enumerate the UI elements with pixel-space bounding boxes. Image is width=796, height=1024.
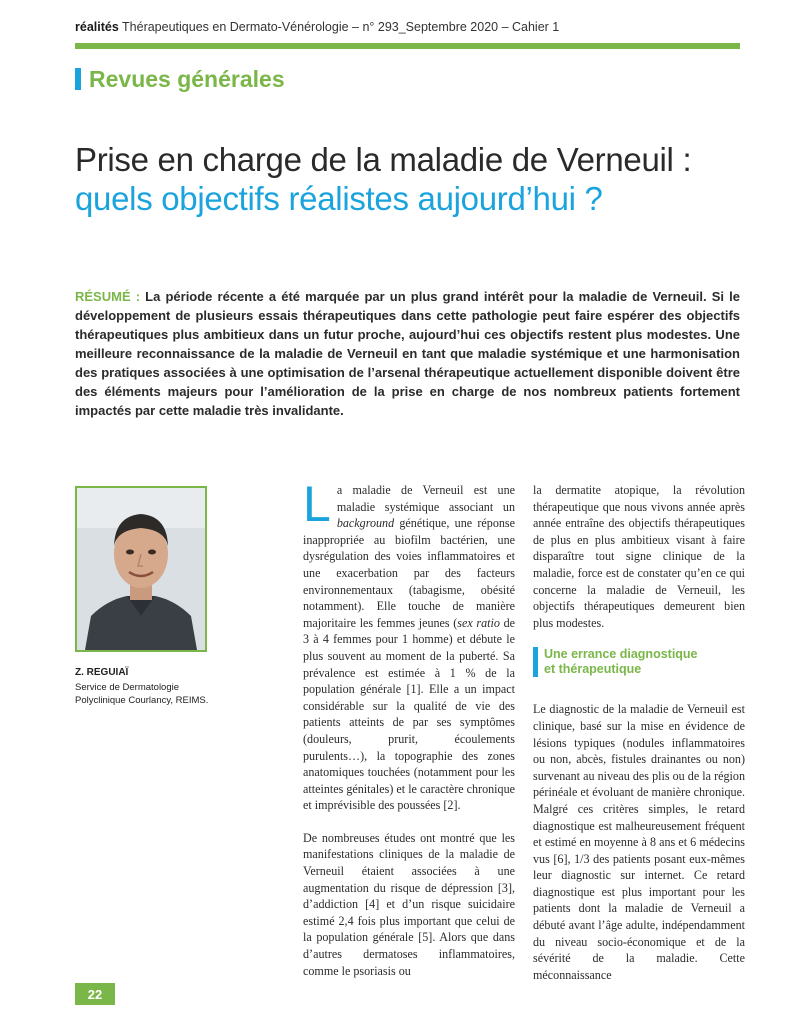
body-paragraph-3: la dermatite atopique, la révolution thérapeutique que nous vivons année après année entraîne des objectifs thérapeutiques de plus en plus ambitieux visant à faire disparaître tout signe clinique de la maladie, force est de constater qu’en ce qui concerne la maladie de Verneuil, les objectifs thérapeutiques demeurent bien plus modestes.: [533, 483, 745, 630]
subheading: [533, 647, 745, 677]
body-paragraph-1: [303, 476, 515, 814]
abstract-label: RÉSUMÉ :: [75, 289, 141, 304]
body-paragraph-4: Le diagnostic de la maladie de Verneuil est clinique, basé sur la mise en évidence de lésions typiques (nodules inflammatoires ou non, abcès, fistules drainantes ou non) survenant au niveau des plis ou de la région périnéale et évoluant de manière chronique. Malgré ces critères simples, le retard diagnostique est malheureusement fréquent et estimé en moyenne à 8 ans et 6 médecins vus [6], 1/3 des patients posant eux-mêmes leur diagnostic sur internet. Ce retard diagnostique est plus important pour les patients dont la maladie de Verneuil a débuté avant l’âge adulte, indépendamment du niveau socio-économique et de la sévérité de la maladie. Cette méconnaissance: [533, 702, 745, 982]
page-number: 22: [75, 983, 115, 1005]
subheading-line2: et thérapeutique: [544, 662, 642, 677]
article-title: [75, 140, 755, 218]
section-title: Revues générales: [89, 65, 285, 92]
author-photo: [75, 486, 207, 652]
article-title-line2: quels objectifs réalistes aujourd’hui ?: [75, 180, 603, 217]
portrait-image: [77, 488, 205, 650]
section-marker: [75, 68, 81, 90]
paragraph-italic: sex ratio: [457, 615, 500, 630]
author-affiliation-2: Polyclinique Courlancy, REIMS.: [75, 695, 209, 706]
running-header: [75, 20, 559, 34]
header-rule: [75, 43, 740, 49]
article-title-line1: Prise en charge de la maladie de Verneuil :: [75, 141, 692, 178]
body-column-2: [533, 482, 745, 999]
body-column-1: [303, 476, 515, 995]
paragraph-text: génétique, une réponse inappropriée au biofilm bactérien, une dysrégulation des voies inflammatoires et une exacerbation par des facteurs environnementaux (tabagisme, obésité notamment). Elle touche de manière majoritaire les femmes jeunes (: [303, 516, 515, 630]
author-block: [75, 666, 245, 707]
journal-issue: Thérapeutiques en Dermato-Vénérologie – n° 293_Septembre 2020 – Cahier 1: [118, 20, 560, 34]
subheading-line1: Une errance diagnostique: [544, 647, 698, 662]
paragraph-italic: background: [336, 516, 395, 531]
paragraph-text: de 3 à 4 femmes pour 1 homme) et débute le plus souvent au moment de la puberté. Sa prévalence est estimée à 1 % de la population générale [1]. Elle a un impact considérable sur la qualité de vie des patients atteints de par ses symptômes (douleurs, prurit, écoulements purulents…), la topographie des zones anatomiques touchées (notamment pour les atteintes génitales) et le caractère chronique et imprévisible des poussées [2].: [303, 615, 515, 813]
author-affiliation-1: Service de Dermatologie: [75, 682, 180, 693]
abstract: [75, 287, 740, 420]
journal-brand: réalités: [75, 20, 119, 34]
drop-cap: L: [303, 476, 331, 532]
subheading-marker: [533, 647, 538, 677]
abstract-text: La période récente a été marquée par un plus grand intérêt pour la maladie de Verneuil. Si le développement de plusieurs essais thérapeutiques dans cette pathologie peut faire espérer des objectifs thérapeutiques plus ambitieux dans un futur proche, aujourd’hui ces objectifs restent plus modestes. Une meilleure reconnaissance de la maladie de Verneuil en tant que maladie systémique et une harmonisation des pratiques associées à une optimisation de l’arsenal thérapeutique actuellement disponible doivent être des éléments majeurs pour l’amélioration de la prise en charge de nos nombreux patients fortement impactés par cette maladie très invalidante.: [75, 289, 740, 418]
paragraph-text: a maladie de Verneuil est une maladie systémique associant un: [336, 483, 515, 514]
subheading-text: [544, 647, 698, 677]
section-heading: [75, 64, 285, 94]
author-name: Z. REGUIAÏ: [75, 667, 129, 678]
body-paragraph-2: De nombreuses études ont montré que les manifestations cliniques de la maladie de Verneuil étaient associées à une augmentation du risque de dépression [3], d’addiction [4] et d’un risque suicidaire estimé 2,4 fois plus important que celui de la population générale [5]. Alors que dans d’autres dermatoses inflammatoires, comme le psoriasis ou: [303, 830, 515, 978]
